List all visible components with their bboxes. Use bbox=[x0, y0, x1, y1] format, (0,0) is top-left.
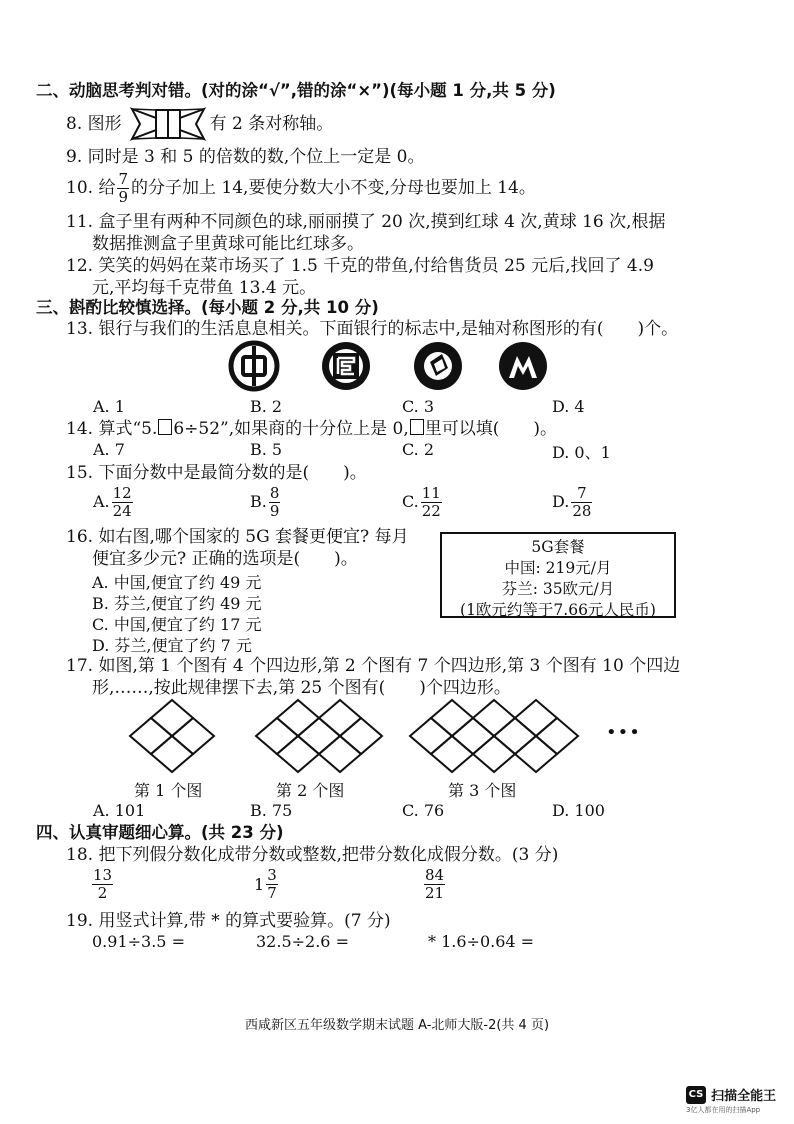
question-13-stem: 13. 银行与我们的生活息息相关。下面银行的标志中,是轴对称图形的有( )个。 bbox=[66, 319, 679, 339]
question-14-stem bbox=[66, 418, 557, 440]
q14-option-d[interactable]: D. 0、1 bbox=[552, 443, 611, 462]
q15-option-a[interactable]: A. $\frac{12}{24}$ bbox=[93, 484, 132, 520]
question-18-stem: 18. 把下列假分数化成带分数或整数,把带分数化成假分数。(3 分) bbox=[66, 845, 559, 865]
icbc-logo-icon bbox=[320, 340, 372, 392]
q13-option-c[interactable]: C. 3 bbox=[402, 397, 435, 416]
quadrilateral-shape bbox=[151, 736, 193, 772]
question-10 bbox=[66, 172, 536, 205]
quadrilateral-shape bbox=[319, 700, 361, 736]
q8-pre: 8. 图形 bbox=[66, 114, 122, 134]
quadrilateral-shape bbox=[340, 718, 382, 754]
q19-expression-3: * 1.6÷0.64 = bbox=[428, 932, 535, 951]
q14-pre: 14. 算式“5. bbox=[66, 419, 158, 439]
pattern-figure-3 bbox=[410, 700, 578, 772]
question-19-stem: 19. 用竖式计算,带 * 的算式要验算。(7 分) bbox=[66, 911, 391, 931]
5g-box-finland: 芬兰: 35欧元/月 bbox=[501, 580, 615, 598]
quadrilateral-shape bbox=[431, 700, 473, 736]
q17-option-a[interactable]: A. 101 bbox=[93, 801, 146, 820]
camscanner-logo-icon: CS bbox=[686, 1086, 706, 1104]
q17-option-b[interactable]: B. 75 bbox=[250, 801, 293, 820]
question-16-line2: 便宜多少元? 正确的选项是( )。 bbox=[92, 549, 358, 569]
quadrilateral-shape bbox=[172, 718, 214, 754]
page-footer: 西咸新区五年级数学期末试题 A-北师大版-2(共 4 页) bbox=[244, 1018, 550, 1033]
q10-post: 的分子加上 14,要使分数大小不变,分母也要加上 14。 bbox=[131, 178, 536, 198]
q16-option-b[interactable]: B. 芬兰,便宜了约 49 元 bbox=[92, 594, 262, 613]
quadrilateral-shape bbox=[494, 718, 536, 754]
q8-post: 有 2 条对称轴。 bbox=[209, 114, 334, 134]
q15-option-d[interactable]: D. $\frac{7}{28}$ bbox=[552, 484, 592, 520]
q14-option-a[interactable]: A. 7 bbox=[93, 440, 125, 459]
q19-expression-2: 32.5÷2.6 = bbox=[256, 932, 349, 951]
q19-expression-1: 0.91÷3.5 = bbox=[92, 932, 185, 951]
q15-option-b[interactable]: B. $\frac{8}{9}$ bbox=[250, 484, 280, 520]
q14-post2: 里可以填( )。 bbox=[424, 419, 558, 439]
section-3-heading: 三、斟酌比较慎选择。(每小题 2 分,共 10 分) bbox=[36, 298, 379, 317]
figure-2-caption: 第 2 个图 bbox=[276, 781, 345, 800]
q10-pre: 10. 给 bbox=[66, 178, 116, 198]
pattern-figure-2 bbox=[256, 700, 382, 772]
question-17-line1: 17. 如图,第 1 个图有 4 个四边形,第 2 个图有 7 个四边形,第 3 个图有 10 个四边 bbox=[66, 656, 681, 676]
q13-option-a[interactable]: A. 1 bbox=[93, 397, 125, 416]
figure-1-caption: 第 1 个图 bbox=[134, 781, 203, 800]
question-9: 9. 同时是 3 和 5 的倍数的数,个位上一定是 0。 bbox=[66, 147, 425, 167]
question-12-line2: 元,平均每千克带鱼 13.4 元。 bbox=[92, 278, 317, 298]
quadrilateral-shape bbox=[473, 700, 515, 736]
watermark-name: 扫描全能王 bbox=[711, 1089, 777, 1104]
quadrilateral-shape bbox=[319, 736, 361, 772]
section-4-heading: 四、认真审题细心算。(共 23 分) bbox=[36, 823, 284, 842]
q14-option-c[interactable]: C. 2 bbox=[402, 440, 435, 459]
quadrilateral-shape bbox=[452, 718, 494, 754]
quadrilateral-shape bbox=[298, 718, 340, 754]
quadrilateral-shape bbox=[431, 736, 473, 772]
blank-box-icon bbox=[158, 419, 172, 435]
5g-plan-box bbox=[440, 532, 676, 618]
quadrilateral-shape bbox=[277, 700, 319, 736]
section-2-heading: 二、动脑思考判对错。(对的涂“√”,错的涂“×”)(每小题 1 分,共 5 分) bbox=[36, 81, 556, 100]
q17-option-c[interactable]: C. 76 bbox=[402, 801, 445, 820]
blank-box-icon bbox=[410, 419, 424, 435]
q15-option-c[interactable]: C. $\frac{11}{22}$ bbox=[402, 484, 441, 520]
quadrilateral-shape bbox=[473, 736, 515, 772]
scanner-watermark bbox=[686, 1084, 776, 1115]
question-15-stem: 15. 下面分数中是最简分数的是( )。 bbox=[66, 463, 367, 483]
figure-3-caption: 第 3 个图 bbox=[448, 781, 517, 800]
quadrilateral-shape bbox=[515, 736, 557, 772]
quadrilateral-shape bbox=[277, 736, 319, 772]
q14-option-b[interactable]: B. 5 bbox=[250, 440, 283, 459]
quadrilateral-shape bbox=[256, 718, 298, 754]
watermark-sub: 3亿人都在用的扫描App bbox=[686, 1106, 761, 1114]
question-16-line1: 16. 如右图,哪个国家的 5G 套餐更便宜? 每月 bbox=[66, 527, 409, 547]
bowtie-figure-icon bbox=[128, 106, 208, 142]
5g-box-china: 中国: 219元/月 bbox=[504, 559, 612, 577]
q16-option-a[interactable]: A. 中国,便宜了约 49 元 bbox=[92, 573, 262, 592]
quadrilateral-shape bbox=[410, 718, 452, 754]
q18-fraction-3: $\frac{84}{21}$ bbox=[425, 866, 445, 902]
question-12-line1: 12. 笑笑的妈妈在菜市场买了 1.5 千克的带鱼,付给售货员 25 元后,找回了 4.9 bbox=[66, 256, 654, 276]
q18-fraction-1: $\frac{13}{2}$ bbox=[93, 866, 113, 902]
question-11-line2: 数据推测盒子里黄球可能比红球多。 bbox=[92, 234, 364, 254]
q18-fraction-2: 1 $\frac{3}{7}$ bbox=[254, 866, 277, 902]
q14-post: 6÷52”,如果商的十分位上是 0, bbox=[173, 419, 409, 439]
5g-box-note: (1欧元约等于7.66元人民币) bbox=[460, 601, 656, 619]
ccb-logo-icon bbox=[412, 340, 464, 392]
quadrilateral-shape bbox=[151, 700, 193, 736]
bank-of-china-logo-icon bbox=[228, 340, 280, 392]
question-11-line1: 11. 盒子里有两种不同颜色的球,丽丽摸了 20 次,摸到红球 4 次,黄球 16 次,根据 bbox=[66, 212, 666, 232]
q16-option-c[interactable]: C. 中国,便宜了约 17 元 bbox=[92, 615, 262, 634]
china-merchants-logo-icon bbox=[497, 340, 549, 392]
quadrilateral-shape bbox=[536, 718, 578, 754]
question-17-line2: 形,……,按此规律摆下去,第 25 个图有( )个四边形。 bbox=[92, 678, 511, 698]
quadrilateral-shape bbox=[130, 718, 172, 754]
5g-box-title: 5G套餐 bbox=[531, 538, 585, 556]
q16-option-d[interactable]: D. 芬兰,便宜了约 7 元 bbox=[92, 636, 252, 655]
q13-option-d[interactable]: D. 4 bbox=[552, 397, 585, 416]
continuation-dots: ••• bbox=[606, 722, 641, 743]
q17-option-d[interactable]: D. 100 bbox=[552, 801, 605, 820]
pattern-figure-1 bbox=[130, 700, 214, 772]
fraction-7-9: $\frac{7}{9}$ bbox=[118, 170, 128, 206]
quadrilateral-shape bbox=[515, 700, 557, 736]
q13-option-b[interactable]: B. 2 bbox=[250, 397, 283, 416]
